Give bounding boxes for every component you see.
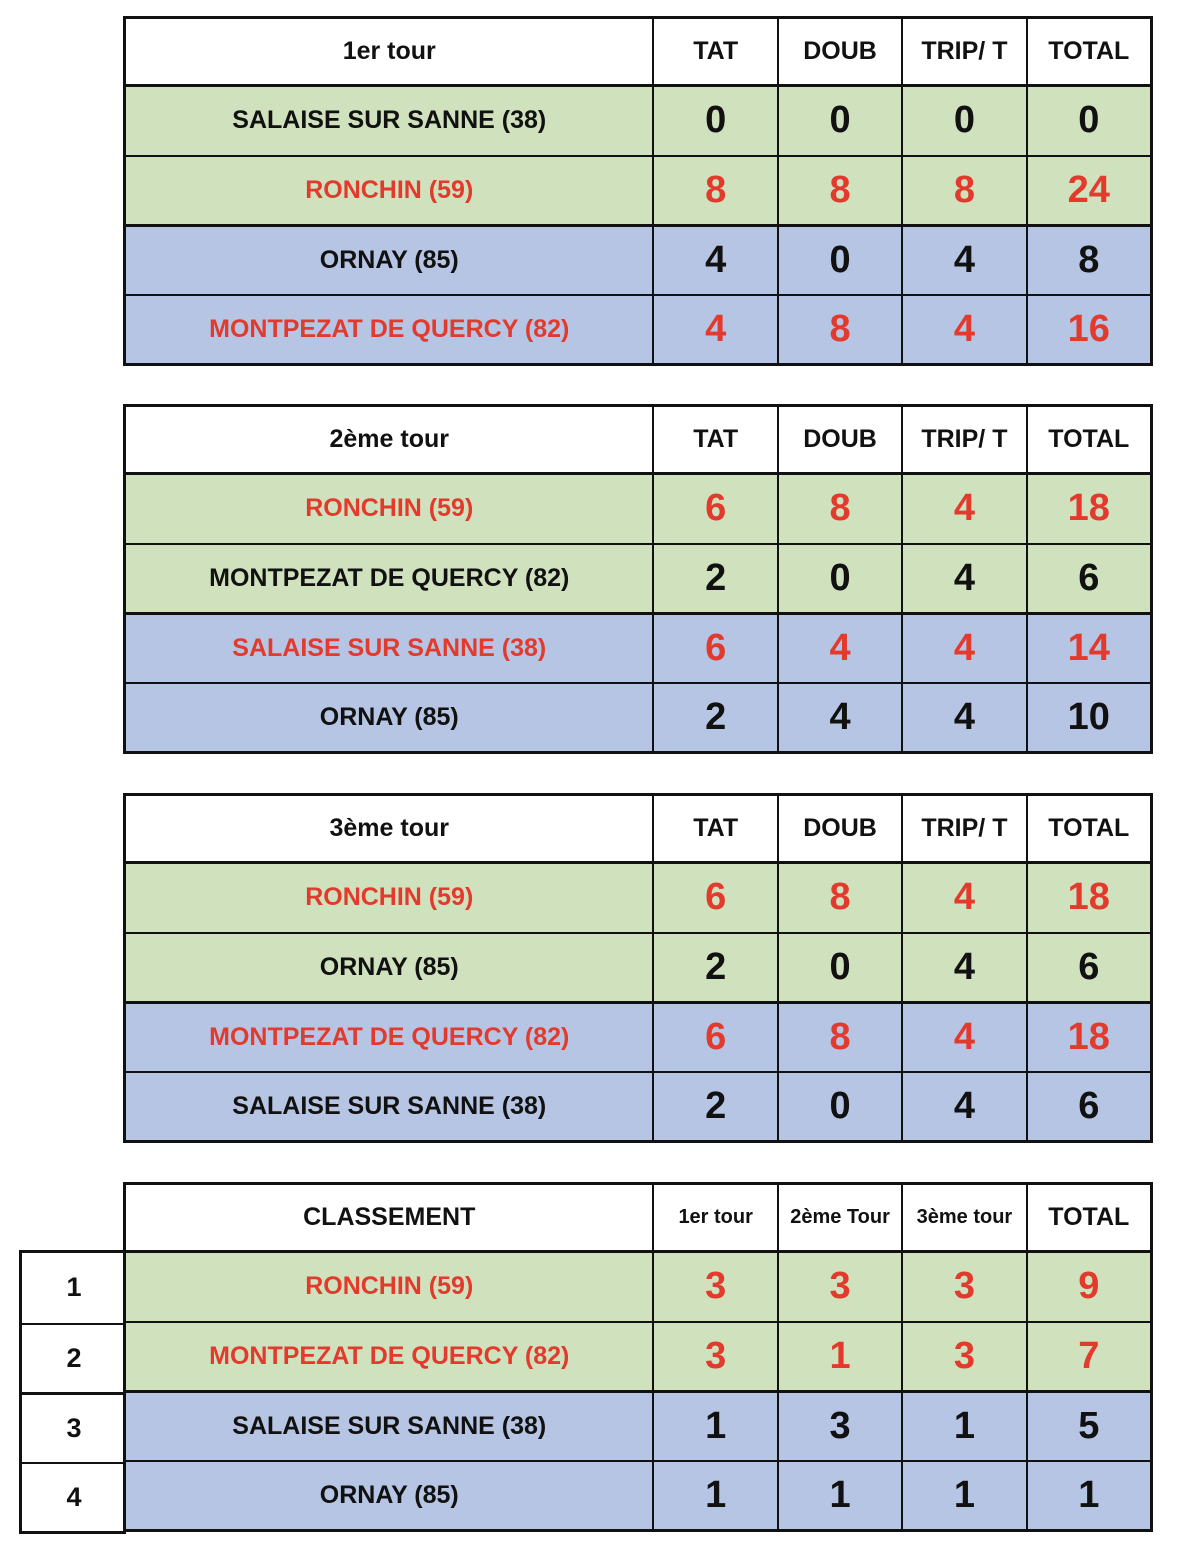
trip-value: 4	[901, 227, 1025, 294]
rank-number: 2	[22, 1323, 126, 1393]
doub-value: 0	[777, 1073, 901, 1141]
table-header	[126, 1185, 1150, 1251]
tour-3-points: 1	[901, 1462, 1025, 1530]
table-header	[126, 796, 1150, 862]
tour-3-points: 3	[901, 1253, 1025, 1321]
total-points: 9	[1026, 1253, 1150, 1321]
total-points: 1	[1026, 1462, 1150, 1530]
table-tour-1	[123, 16, 1153, 366]
round-title: 2ème tour	[329, 425, 449, 453]
tat-value: 4	[652, 227, 776, 294]
tour-2-points: 1	[777, 1462, 901, 1530]
tat-value: 2	[652, 545, 776, 613]
tour-1-points: 1	[652, 1393, 776, 1460]
team-name: ORNAY (85)	[319, 952, 459, 981]
table-row	[126, 155, 1150, 225]
doub-value: 8	[777, 157, 901, 225]
table-row	[126, 612, 1150, 682]
total-value: 10	[1026, 684, 1150, 752]
total-value: 6	[1026, 545, 1150, 613]
total-value: 6	[1026, 1073, 1150, 1141]
team-name: SALAISE SUR SANNE (38)	[232, 106, 547, 135]
total-value: 0	[1026, 87, 1150, 155]
table-row	[126, 1321, 1150, 1391]
round-title: 3ème tour	[329, 814, 449, 842]
doub-value: 0	[777, 87, 901, 155]
table-classement	[123, 1182, 1153, 1532]
trip-value: 8	[901, 157, 1025, 225]
table-row	[126, 682, 1150, 752]
rank-number: 1	[66, 1272, 82, 1303]
table-row	[126, 85, 1150, 155]
table-row	[126, 1251, 1150, 1321]
trip-value: 4	[901, 684, 1025, 752]
team-name: RONCHIN (59)	[305, 883, 474, 912]
tour-3-points: 3	[901, 1323, 1025, 1391]
trip-value: 4	[901, 934, 1025, 1002]
tour-1-points: 3	[652, 1323, 776, 1391]
col-tat: TAT	[652, 796, 776, 861]
doub-value: 8	[777, 864, 901, 932]
team-name: RONCHIN (59)	[305, 1272, 474, 1301]
doub-value: 0	[777, 545, 901, 613]
table-tour-2	[123, 404, 1153, 754]
col-trip: TRIP/ T	[901, 796, 1025, 861]
trip-value: 4	[901, 475, 1025, 543]
doub-value: 4	[777, 684, 901, 752]
col-tat: TAT	[652, 407, 776, 472]
team-name: SALAISE SUR SANNE (38)	[232, 1091, 547, 1120]
team-name: RONCHIN (59)	[305, 494, 474, 523]
col-tour-3: 3ème tour	[901, 1185, 1025, 1250]
table-row	[126, 932, 1150, 1002]
col-trip: TRIP/ T	[901, 19, 1025, 84]
table-header	[126, 19, 1150, 85]
doub-value: 0	[777, 934, 901, 1002]
col-tat: TAT	[652, 19, 776, 84]
col-doub: DOUB	[777, 796, 901, 861]
tat-value: 2	[652, 1073, 776, 1141]
tour-1-points: 3	[652, 1253, 776, 1321]
tat-value: 8	[652, 157, 776, 225]
total-value: 24	[1026, 157, 1150, 225]
doub-value: 0	[777, 227, 901, 294]
col-trip: TRIP/ T	[901, 407, 1025, 472]
tat-value: 4	[652, 296, 776, 364]
tour-3-points: 1	[901, 1393, 1025, 1460]
tour-2-points: 3	[777, 1253, 901, 1321]
team-name: MONTPEZAT DE QUERCY (82)	[209, 1341, 570, 1370]
col-total: TOTAL	[1026, 407, 1150, 472]
table-row	[126, 1460, 1150, 1530]
total-value: 18	[1026, 1004, 1150, 1071]
tat-value: 2	[652, 934, 776, 1002]
tour-2-points: 3	[777, 1393, 901, 1460]
table-row	[126, 862, 1150, 932]
total-value: 14	[1026, 615, 1150, 682]
table-row	[126, 543, 1150, 613]
classement-title: CLASSEMENT	[303, 1203, 476, 1231]
team-name: MONTPEZAT DE QUERCY (82)	[209, 314, 570, 343]
total-value: 6	[1026, 934, 1150, 1002]
total-value: 8	[1026, 227, 1150, 294]
team-name: MONTPEZAT DE QUERCY (82)	[209, 1022, 570, 1051]
table-row	[126, 294, 1150, 364]
table-tour-3	[123, 793, 1153, 1143]
tat-value: 6	[652, 864, 776, 932]
rank-number: 3	[22, 1392, 126, 1462]
team-name: ORNAY (85)	[319, 245, 459, 274]
col-total: TOTAL	[1026, 1185, 1150, 1250]
team-name: ORNAY (85)	[319, 702, 459, 731]
team-name: MONTPEZAT DE QUERCY (82)	[209, 563, 570, 592]
trip-value: 0	[901, 87, 1025, 155]
rank-column	[19, 1250, 126, 1534]
doub-value: 4	[777, 615, 901, 682]
doub-value: 8	[777, 296, 901, 364]
total-value: 18	[1026, 475, 1150, 543]
tat-value: 2	[652, 684, 776, 752]
tour-2-points: 1	[777, 1323, 901, 1391]
team-name: SALAISE SUR SANNE (38)	[232, 1411, 547, 1440]
table-row	[126, 1071, 1150, 1141]
tat-value: 6	[652, 475, 776, 543]
table-row	[126, 473, 1150, 543]
trip-value: 4	[901, 1004, 1025, 1071]
tour-1-points: 1	[652, 1462, 776, 1530]
col-doub: DOUB	[777, 19, 901, 84]
tat-value: 0	[652, 87, 776, 155]
table-header	[126, 407, 1150, 473]
trip-value: 4	[901, 296, 1025, 364]
rank-number: 4	[22, 1462, 126, 1532]
tat-value: 6	[652, 615, 776, 682]
team-name: RONCHIN (59)	[305, 175, 474, 204]
team-name: SALAISE SUR SANNE (38)	[232, 633, 547, 662]
doub-value: 8	[777, 475, 901, 543]
total-value: 16	[1026, 296, 1150, 364]
round-title: 1er tour	[342, 37, 436, 65]
total-points: 5	[1026, 1393, 1150, 1460]
col-doub: DOUB	[777, 407, 901, 472]
team-name: ORNAY (85)	[319, 1480, 459, 1509]
total-points: 7	[1026, 1323, 1150, 1391]
trip-value: 4	[901, 864, 1025, 932]
tat-value: 6	[652, 1004, 776, 1071]
trip-value: 4	[901, 545, 1025, 613]
table-row	[126, 1001, 1150, 1071]
doub-value: 8	[777, 1004, 901, 1071]
table-row	[126, 1390, 1150, 1460]
col-tour-2: 2ème Tour	[777, 1185, 901, 1250]
col-tour-1: 1er tour	[652, 1185, 776, 1250]
trip-value: 4	[901, 1073, 1025, 1141]
col-total: TOTAL	[1026, 796, 1150, 861]
trip-value: 4	[901, 615, 1025, 682]
col-total: TOTAL	[1026, 19, 1150, 84]
table-row	[126, 224, 1150, 294]
total-value: 18	[1026, 864, 1150, 932]
